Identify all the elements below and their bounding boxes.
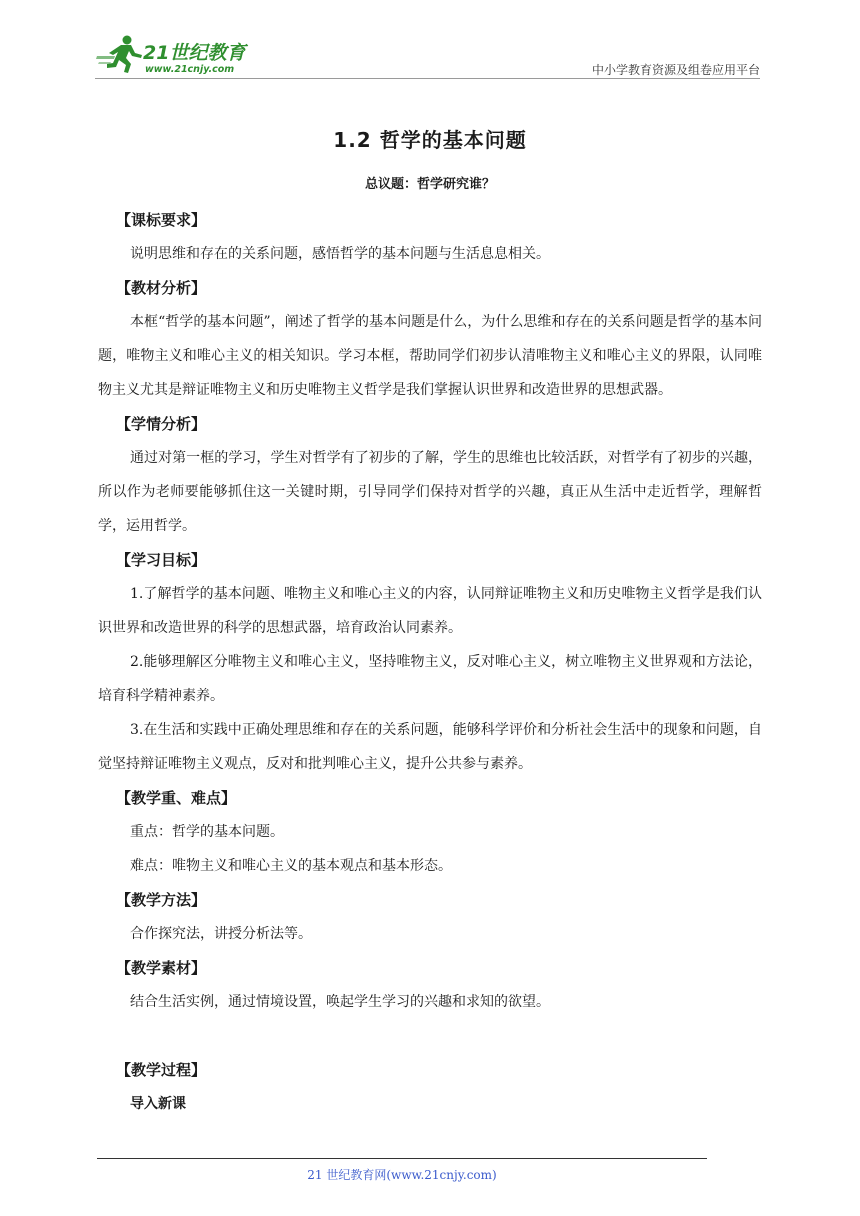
section-heading-goals: 【学习目标】: [116, 551, 207, 569]
blank-line: [98, 1019, 762, 1053]
goal-item-2: 2.能够理解区分唯物主义和唯心主义，坚持唯物主义，反对唯心主义，树立唯物主义世界观和方法论，培育科学精神素养。: [98, 654, 762, 704]
runner-icon: [96, 36, 142, 74]
header-divider: [95, 78, 760, 79]
section-heading-material: 【教材分析】: [116, 279, 207, 297]
paragraph-standard: 说明思维和存在的关系问题，感悟哲学的基本问题与生活息息相关。: [130, 246, 550, 262]
difficult-point: 难点：唯物主义和唯心主义的基本观点和基本形态。: [130, 858, 452, 874]
section-heading-key-points: 【教学重、难点】: [116, 789, 237, 807]
key-point: 重点：哲学的基本问题。: [130, 824, 284, 840]
paragraph-material: 本框“哲学的基本问题”，阐述了哲学的基本问题是什么，为什么思维和存在的关系问题是哲学的基本问题，唯物主义和唯心主义的相关知识。学习本框，帮助同学们初步认清唯物主义和唯心主义的界限，认同唯物主义尤其是辩证唯物主义和历史唯物主义哲学是我们掌握认识世界和改造世界的思想武器。: [98, 314, 762, 398]
paragraph-methods: 合作探究法，讲授分析法等。: [130, 926, 312, 942]
platform-label: 中小学教育资源及组卷应用平台: [591, 63, 760, 77]
footer-link[interactable]: 21 世纪教育网(www.21cnjy.com): [307, 1168, 497, 1182]
logo-21cnjy: [95, 34, 260, 76]
subheading-intro: 导入新课: [130, 1096, 186, 1112]
section-heading-students: 【学情分析】: [116, 415, 207, 433]
logo-text: 21世纪教育: [143, 42, 246, 64]
paragraph-resources: 结合生活实例，通过情境设置，唤起学生学习的兴趣和求知的欲望。: [130, 994, 550, 1010]
document-body: [98, 203, 762, 1121]
section-heading-methods: 【教学方法】: [116, 891, 207, 909]
goal-item-3: 3.在生活和实践中正确处理思维和存在的关系问题，能够科学评价和分析社会生活中的现象和问题，自觉坚持辩证唯物主义观点，反对和批判唯心主义，提升公共参与素养。: [98, 722, 762, 772]
section-heading-process: 【教学过程】: [116, 1061, 207, 1079]
page-subtitle: 总议题：哲学研究谁？: [364, 177, 495, 192]
section-heading-resources: 【教学素材】: [116, 959, 207, 977]
footer-divider: [97, 1158, 707, 1159]
logo-url: www.21cnjy.com: [145, 64, 235, 75]
goal-item-1: 1.了解哲学的基本问题、唯物主义和唯心主义的内容，认同辩证唯物主义和历史唯物主义哲学是我们认识世界和改造世界的科学的思想武器，培育政治认同素养。: [98, 586, 762, 636]
section-heading-standard: 【课标要求】: [116, 211, 207, 229]
page-title: 1.2 哲学的基本问题: [333, 128, 527, 152]
paragraph-students: 通过对第一框的学习，学生对哲学有了初步的了解，学生的思维也比较活跃，对哲学有了初步的兴趣，所以作为老师要能够抓住这一关键时期，引导同学们保持对哲学的兴趣，真正从生活中走近哲学，理解哲学，运用哲学。: [98, 450, 762, 534]
page-header: [95, 34, 760, 80]
